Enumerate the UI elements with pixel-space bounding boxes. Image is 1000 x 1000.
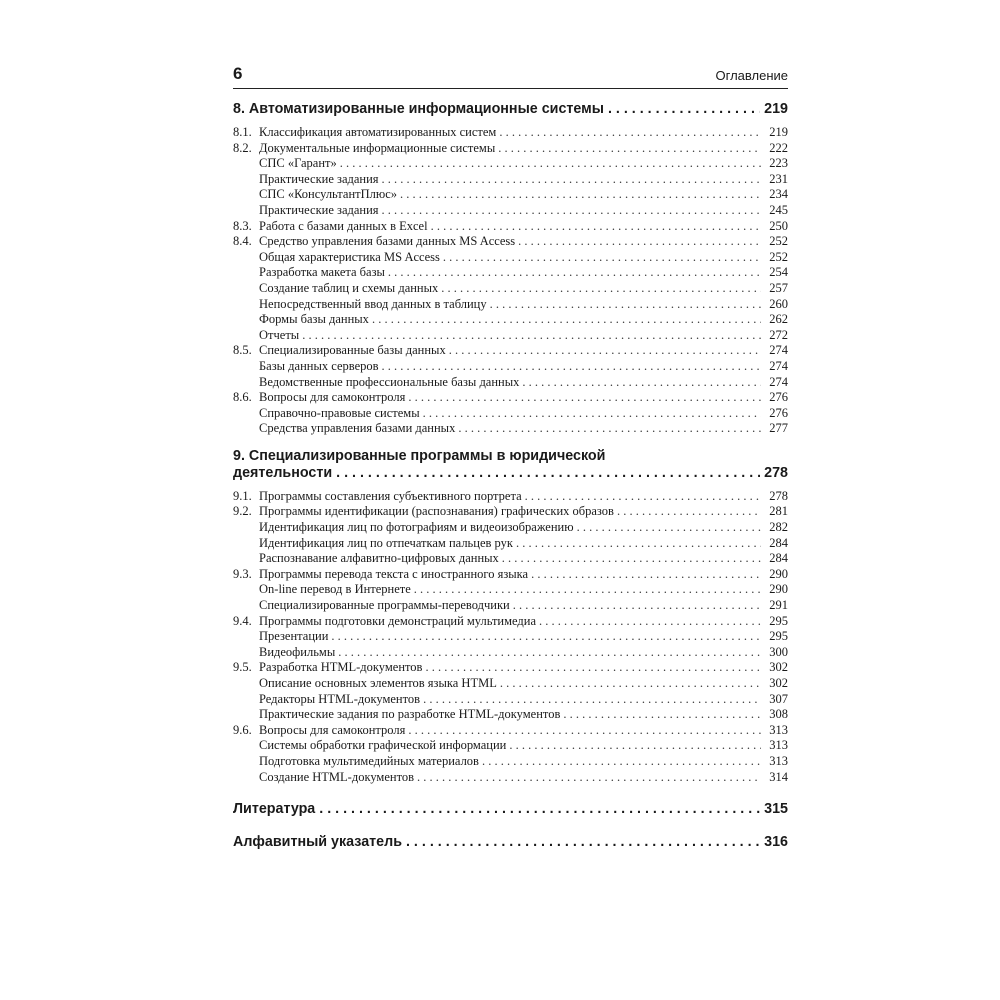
leader-dots	[608, 101, 760, 118]
index-entry[interactable]	[233, 834, 788, 851]
entry-label: Работа с базами данных в Excel	[259, 218, 428, 233]
leader-dots	[617, 504, 761, 520]
toc-section-entry[interactable]	[233, 489, 788, 505]
toc-page	[233, 58, 788, 851]
leader-dots	[423, 406, 761, 422]
toc-subsection-entry[interactable]	[233, 187, 788, 203]
entry-page: 313	[769, 722, 788, 737]
leader-dots	[302, 328, 761, 344]
entry-label: Описание основных элементов языка HTML	[259, 676, 497, 690]
toc-subsection-entry[interactable]	[233, 551, 788, 567]
section-number: 9.2.	[233, 504, 252, 519]
toc-subsection-entry[interactable]	[233, 707, 788, 723]
chapter-9-entries	[233, 489, 788, 785]
leader-dots	[336, 465, 760, 482]
entry-page: 307	[769, 691, 788, 706]
entry-label: Практические задания	[259, 202, 379, 217]
entry-label: Формы базы данных	[259, 312, 369, 327]
entry-label: Специализированные программы-переводчики	[259, 598, 510, 613]
leader-dots	[449, 343, 761, 359]
toc-section-entry[interactable]	[233, 141, 788, 157]
entry-page: 223	[769, 156, 788, 171]
leader-dots	[516, 536, 761, 552]
toc-subsection-entry[interactable]	[233, 582, 788, 598]
toc-section-entry[interactable]	[233, 567, 788, 583]
leader-dots	[425, 660, 761, 676]
chapter-page: 219	[764, 101, 788, 117]
table-of-contents	[233, 101, 788, 851]
entry-page: 257	[769, 280, 788, 295]
entry-page: 277	[769, 421, 788, 436]
entry-label: Классификация автоматизированных систем	[259, 125, 497, 139]
entry-page: 222	[769, 140, 788, 155]
toc-subsection-entry[interactable]	[233, 312, 788, 328]
toc-subsection-entry[interactable]	[233, 770, 788, 786]
entry-label: Вопросы для самоконтроля	[259, 722, 406, 737]
entry-page: 284	[769, 551, 788, 566]
entry-page: 272	[769, 327, 788, 342]
entry-page: 274	[769, 358, 788, 373]
running-title: Оглавление	[715, 68, 788, 83]
leader-dots	[498, 141, 761, 157]
leader-dots	[417, 770, 761, 786]
leader-dots	[525, 489, 761, 505]
entry-label: Создание таблиц и схемы данных	[259, 280, 439, 295]
entry-label: Практические задания	[259, 171, 379, 186]
entry-label: Подготовка мультимедийных материалов	[259, 753, 479, 768]
toc-subsection-entry[interactable]	[233, 172, 788, 188]
toc-subsection-entry[interactable]	[233, 738, 788, 754]
leader-dots	[406, 834, 760, 851]
entry-page: 284	[769, 535, 788, 550]
entry-label: Программы подготовки демонстраций мультимедиа	[259, 613, 537, 628]
chapter-8-entries	[233, 125, 788, 437]
entry-page: 260	[769, 296, 788, 311]
entry-page: 252	[769, 234, 788, 249]
chapter-title-line-1: 9. Специализированные программы в юридической	[233, 447, 606, 464]
literature-page: 315	[764, 801, 788, 818]
leader-dots	[482, 754, 761, 770]
toc-subsection-entry[interactable]	[233, 265, 788, 281]
toc-subsection-entry[interactable]	[233, 203, 788, 219]
entry-page: 282	[769, 520, 788, 535]
toc-subsection-entry[interactable]	[233, 536, 788, 552]
entry-label: Программы составления субъективного портрета	[259, 488, 522, 503]
chapter-title: 8. Автоматизированные информационные системы	[233, 101, 604, 117]
entry-page: 295	[769, 613, 788, 628]
entry-page: 290	[769, 582, 788, 597]
index-title: Алфавитный указатель	[233, 834, 402, 851]
entry-label: Ведомственные профессиональные базы данных	[259, 374, 520, 389]
leader-dots	[518, 234, 761, 250]
leader-dots	[431, 219, 761, 235]
section-number: 8.2.	[233, 140, 252, 155]
toc-subsection-entry[interactable]	[233, 359, 788, 375]
section-number: 9.6.	[233, 722, 252, 737]
entry-label: Презентации	[259, 629, 329, 644]
entry-page: 290	[769, 566, 788, 581]
leader-dots	[423, 692, 761, 708]
leader-dots	[372, 312, 761, 328]
chapter-page: 278	[764, 464, 788, 481]
entry-label: Средства управления базами данных	[259, 421, 456, 436]
leader-dots	[522, 375, 761, 391]
index-page: 316	[764, 834, 788, 851]
leader-dots	[388, 265, 761, 281]
entry-label: Распознавание алфавитно-цифровых данных	[259, 551, 499, 566]
toc-section-entry[interactable]	[233, 504, 788, 520]
leader-dots	[563, 707, 761, 723]
leader-dots	[539, 614, 761, 630]
leader-dots	[500, 676, 761, 692]
toc-subsection-entry[interactable]	[233, 676, 788, 692]
leader-dots	[499, 125, 761, 141]
entry-label: Специализированные базы данных	[259, 343, 446, 358]
entry-page: 281	[769, 504, 788, 519]
literature-title: Литература	[233, 801, 316, 818]
leader-dots	[408, 390, 761, 406]
toc-subsection-entry[interactable]	[233, 645, 788, 661]
section-number: 8.6.	[233, 390, 252, 405]
toc-subsection-entry[interactable]	[233, 328, 788, 344]
toc-section-entry[interactable]	[233, 723, 788, 739]
entry-label: Отчеты	[259, 327, 300, 342]
section-number: 8.1.	[233, 125, 252, 139]
section-number: 9.4.	[233, 613, 252, 628]
leader-dots	[319, 801, 760, 818]
entry-page: 291	[769, 598, 788, 613]
entry-page: 314	[769, 769, 788, 784]
entry-label: Документальные информационные системы	[259, 140, 496, 155]
entry-page: 313	[769, 753, 788, 768]
entry-page: 276	[769, 390, 788, 405]
leader-dots	[441, 281, 761, 297]
entry-label: Идентификация лиц по отпечаткам пальцев рук	[259, 535, 513, 550]
leader-dots	[400, 187, 761, 203]
leader-dots	[577, 520, 761, 536]
running-header	[233, 58, 788, 89]
entry-page: 245	[769, 202, 788, 217]
toc-section-entry[interactable]	[233, 390, 788, 406]
leader-dots	[502, 551, 761, 567]
entry-label: Программы идентификации (распознавания) графических образов	[259, 504, 614, 519]
entry-label: Разработка HTML-документов	[259, 660, 423, 675]
toc-subsection-entry[interactable]	[233, 520, 788, 536]
entry-label: Вопросы для самоконтроля	[259, 390, 406, 405]
leader-dots	[414, 582, 761, 598]
toc-section-entry[interactable]	[233, 614, 788, 630]
entry-page: 231	[769, 171, 788, 186]
leader-dots	[458, 421, 761, 437]
entry-page: 234	[769, 187, 788, 202]
leader-dots	[443, 250, 761, 266]
entry-page: 274	[769, 374, 788, 389]
chapter-title-line-2: деятельности	[233, 464, 333, 481]
entry-label: Общая характеристика MS Access	[259, 249, 440, 264]
entry-label: СПС «Гарант»	[259, 156, 337, 171]
toc-subsection-entry[interactable]	[233, 297, 788, 313]
toc-subsection-entry[interactable]	[233, 406, 788, 422]
toc-section-entry[interactable]	[233, 343, 788, 359]
toc-subsection-entry[interactable]	[233, 754, 788, 770]
leader-dots	[340, 156, 761, 172]
entry-label: Разработка макета базы	[259, 265, 385, 280]
entry-label: СПС «КонсультантПлюс»	[259, 187, 397, 202]
entry-page: 313	[769, 738, 788, 753]
section-number: 9.5.	[233, 660, 252, 675]
entry-label: Видеофильмы	[259, 644, 336, 659]
toc-subsection-entry[interactable]	[233, 692, 788, 708]
toc-subsection-entry[interactable]	[233, 598, 788, 614]
entry-label: On-line перевод в Интернете	[259, 582, 411, 597]
section-number: 8.3.	[233, 218, 252, 233]
entry-label: Создание HTML-документов	[259, 769, 415, 784]
entry-page: 274	[769, 343, 788, 358]
entry-page: 250	[769, 218, 788, 233]
literature-entry[interactable]	[233, 801, 788, 818]
section-number: 9.3.	[233, 566, 252, 581]
entry-label: Редакторы HTML-документов	[259, 691, 421, 706]
toc-subsection-entry[interactable]	[233, 250, 788, 266]
entry-page: 276	[769, 405, 788, 420]
entry-page: 308	[769, 707, 788, 722]
page-number: 6	[233, 64, 243, 83]
entry-page: 302	[769, 676, 788, 690]
section-number: 8.5.	[233, 343, 252, 358]
entry-page: 278	[769, 488, 788, 503]
section-number: 8.4.	[233, 234, 252, 249]
entry-page: 300	[769, 644, 788, 659]
leader-dots	[490, 297, 761, 313]
entry-label: Справочно-правовые системы	[259, 405, 420, 420]
entry-label: Средство управления базами данных MS Access	[259, 234, 516, 249]
leader-dots	[509, 738, 761, 754]
entry-page: 219	[769, 125, 788, 139]
leader-dots	[531, 567, 761, 583]
toc-subsection-entry[interactable]	[233, 421, 788, 437]
entry-page: 295	[769, 629, 788, 644]
entry-label: Базы данных серверов	[259, 358, 379, 373]
chapter-9-heading[interactable]	[233, 448, 788, 482]
leader-dots	[338, 645, 761, 661]
entry-label: Идентификация лиц по фотографиям и видеоизображению	[259, 520, 574, 535]
entry-page: 302	[769, 660, 788, 675]
entry-page: 252	[769, 249, 788, 264]
entry-label: Системы обработки графической информации	[259, 738, 507, 753]
entry-page: 254	[769, 265, 788, 280]
entry-page: 262	[769, 312, 788, 327]
toc-section-entry[interactable]	[233, 234, 788, 250]
chapter-8-heading[interactable]	[233, 101, 788, 118]
toc-subsection-entry[interactable]	[233, 629, 788, 645]
entry-label: Программы перевода текста с иностранного языка	[259, 566, 529, 581]
toc-section-entry[interactable]	[233, 125, 788, 141]
leader-dots	[382, 359, 761, 375]
toc-section-entry[interactable]	[233, 660, 788, 676]
section-number: 9.1.	[233, 488, 252, 503]
entry-label: Непосредственный ввод данных в таблицу	[259, 296, 487, 311]
toc-section-entry[interactable]	[233, 219, 788, 235]
toc-subsection-entry[interactable]	[233, 281, 788, 297]
entry-label: Практические задания по разработке HTML-документов	[259, 707, 561, 722]
leader-dots	[382, 203, 761, 219]
leader-dots	[382, 172, 761, 188]
toc-subsection-entry[interactable]	[233, 156, 788, 172]
leader-dots	[331, 629, 761, 645]
leader-dots	[513, 598, 761, 614]
toc-subsection-entry[interactable]	[233, 375, 788, 391]
leader-dots	[408, 723, 761, 739]
